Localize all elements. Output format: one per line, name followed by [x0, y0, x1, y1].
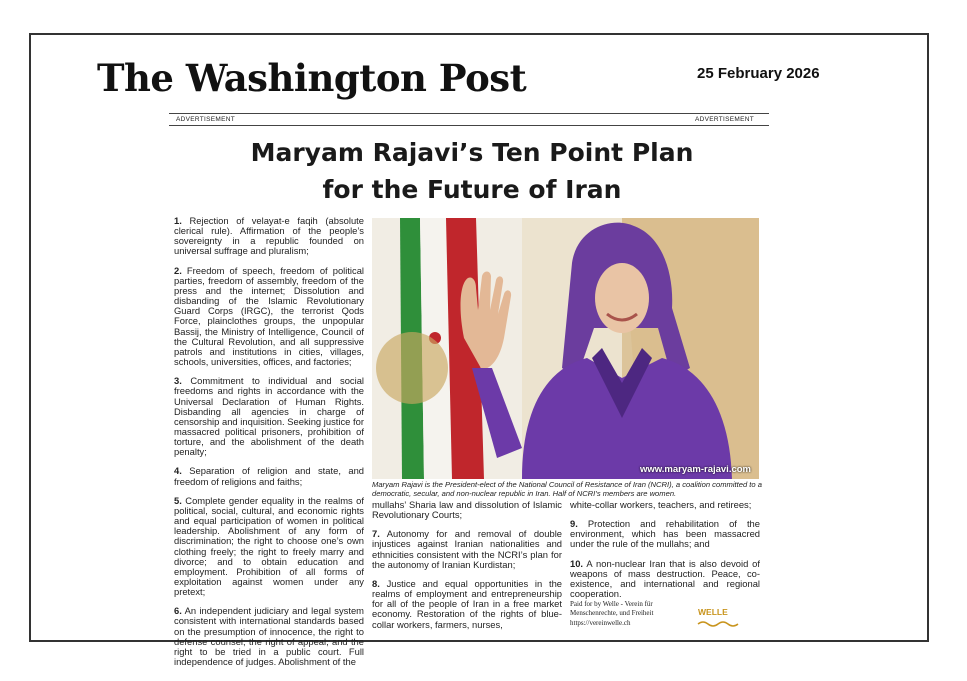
point-7: 7. Autonomy for and removal of double injustices against Iranian nationalities and ethnicities consistent with the NCRI’s plan for the autonomy of Iranian Kurdistan;: [372, 528, 562, 570]
headline-line-2: for the Future of Iran: [322, 175, 622, 204]
text-column-1: [174, 215, 364, 668]
point-5: 5. Complete gender equality in the realms of political, social, cultural, and economic rights and equal participation of women in political leadership. Abolishment of any form of discrimination; the right to choose one’s own clothing freely; the right to freely marry and divorce; and to obtain education and employment. Prohibition of all forms of exploitation against women under any pretext;: [174, 494, 364, 598]
point-8-continued: white-collar workers, teachers, and retirees;: [570, 499, 752, 510]
portrait-photo: [372, 218, 759, 479]
text-column-2: [372, 500, 562, 639]
headline: [151, 134, 793, 208]
masthead-logo: The Washington Post: [97, 56, 527, 100]
point-6-continued: mullahs’ Sharia law and dissolution of Islamic Revolutionary Courts;: [372, 499, 562, 521]
portrait-illustration: [372, 218, 759, 479]
point-6: 6. An independent judiciary and legal system consistent with international standards based on the presumption of innocence, the right to defense counsel, the right of appeal, and the right to be tried in a public court. Full independence of judges. Abolishment of the: [174, 605, 364, 668]
point-10: 10. A non-nuclear Iran that is also devoid of weapons of mass destruction. Peace, co-existence, and international and regional cooperation.: [570, 557, 760, 600]
advertisement-label-left: ADVERTISEMENT: [176, 116, 236, 123]
welle-logo: [698, 602, 750, 622]
welle-logo-text: WELLE: [698, 607, 728, 617]
point-8: 8. Justice and equal opportunities in the realms of employment and entrepreneurship for all of the people of Iran in a free market economy. Restoration of the rights of blue-collar workers, farmers, nurses,: [372, 577, 562, 630]
publication-date: 25 February 2026: [697, 65, 820, 82]
advertisement-label-right: ADVERTISEMENT: [695, 116, 755, 123]
text-column-3: [570, 500, 760, 608]
welle-wave-icon: [698, 620, 738, 628]
photo-watermark: www.maryam-rajavi.com: [639, 464, 751, 475]
paid-for-by-notice: Paid for by Welle - Verein für Menschenrechte, und Freiheit https://vereinwelle.ch: [570, 600, 654, 627]
point-1: 1. Rejection of velayat-e faqih (absolute clerical rule). Affirmation of the people’s sovereignty in a republic founded on universal suffrage and pluralism;: [174, 215, 364, 257]
point-9: 9. Protection and rehabilitation of the environment, which has been massacred under the rule of the mullahs; and: [570, 518, 760, 550]
point-4: 4. Separation of religion and state, and freedom of religions and faiths;: [174, 465, 364, 487]
bottom-rule: [169, 125, 769, 126]
headline-line-1: Maryam Rajavi’s Ten Point Plan: [250, 138, 694, 167]
point-3: 3. Commitment to individual and social freedoms and rights in accordance with the Universal Declaration of Human Rights. Disbanding all agencies in charge of censorship and inquisition. Seeking justice for massacred political prisoners, prohibition of torture, and the abolishment of the death penalty;: [174, 375, 364, 458]
top-rule: [169, 113, 769, 114]
newspaper-page: [29, 33, 929, 668]
point-2: 2. Freedom of speech, freedom of political parties, freedom of assembly, freedom of the press and the internet; Dissolution and disbanding of the Islamic Revolutionary Guard Corps (IRGC), the terrorist Qods Force, plainclothes groups, the unpopular Bassij, the Ministry of Intelligence, Council of the Cultural Revolution, and all suppressive patrols and institutions in cities, villages, schools, universities, offices, and factories;: [174, 264, 364, 368]
sponsor-url[interactable]: https://vereinwelle.ch: [570, 618, 631, 627]
photo-caption: Maryam Rajavi is the President-elect of the National Council of Resistance of Iran (NCRI), a coalition committed to a democratic, secular, and non-nuclear republic in Iran. Half of NCRI’s members are women.: [372, 480, 762, 499]
